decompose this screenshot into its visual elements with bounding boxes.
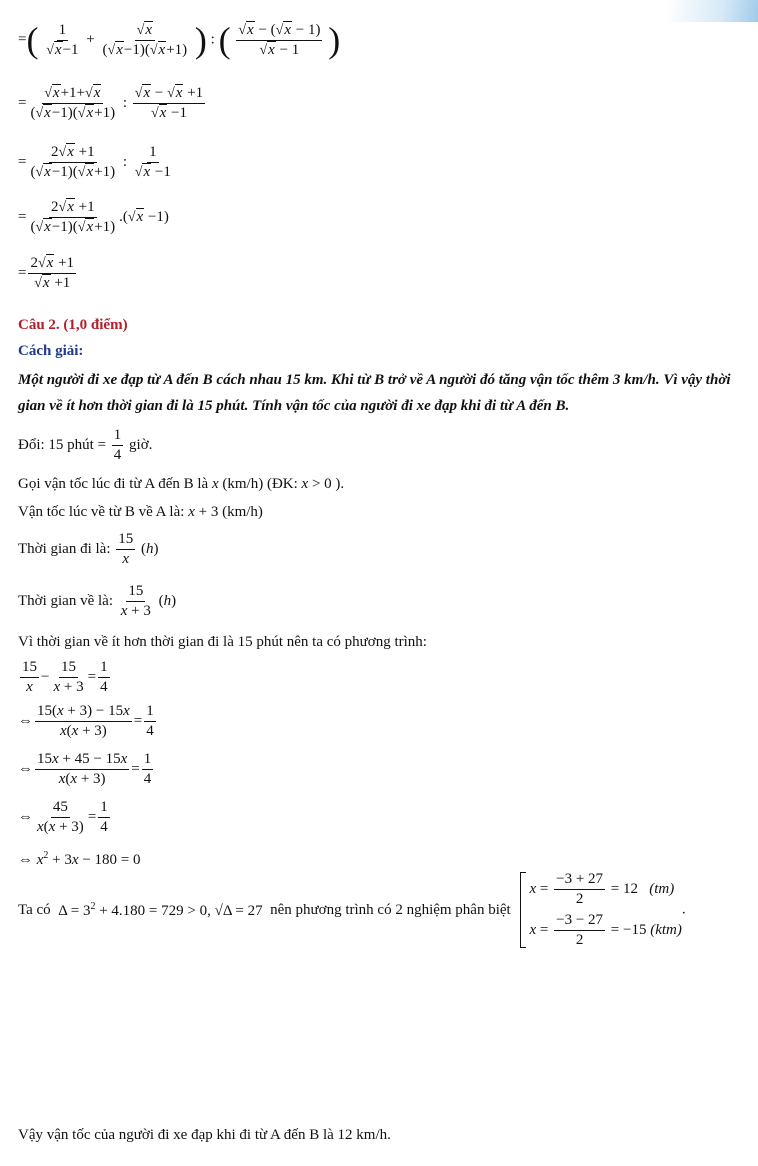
solution-system: x = $\frac{-3 + 27}{2}$ = 12 (tm) x = $\frac{-3 - 27}{2}$ = −15 (ktm) (520, 872, 681, 948)
discriminant-line: Ta có $\Delta = 3^2 + 4.180 = 729 > 0$, √Δ = 27 nên phương trình có 2 nghiệm phân biệt x = $\frac{-3 + 27}{2}$ = 12 (tm) x = $\frac{-3 - 27}{2}$ = −15 (ktm) . (18, 871, 686, 948)
conclusion-line: Vậy vận tốc của người đi xe đạp khi đi từ A đến B là 12 km/h. (18, 1127, 391, 1143)
method-label: Cách giải: (18, 343, 84, 359)
let-text: Gọi vận tốc lúc đi từ A đến B là (18, 476, 209, 492)
return-speed-line: Vận tốc lúc về từ B về A là: x + 3 (km/h) (18, 504, 263, 520)
nen-text: nên phương trình có 2 nghiệm phân biệt (270, 901, 511, 918)
expr-line-2: = √ $\frac{x+1+√ x}{(√ x-1)(√ x+1)}$ : √ x − √ x +1 √ x −1 (18, 86, 207, 121)
let-variable-line: Gọi vận tốc lúc đi từ A đến B là x (km/h) (ĐK: x > 0 ). (18, 476, 345, 492)
expr-line-1: =( 1 √ x−1 + √ $\frac{x}{(√ x-1)(√ x+1)}$ ) : ( √ x − (√ x − 1) √ x − 1 ) (18, 22, 340, 58)
eq-step-4: ⇔ $\frac{45}{x(x + 3)}$ = $\frac{1}{4}$ (18, 799, 108, 835)
reason-line: Vì thời gian về ít hơn thời gian đi là 15 phút nên ta có phương trình: (18, 634, 427, 650)
problem-statement: Một người đi xe đạp từ A đến B cách nhau 15 km. Khi từ B trở về A người đó tăng vận tốc thêm 3 km/h. Vì vậy thời gian về ít hơn thời gian đi là 15 phút. Tính vận tốc của người đi xe đạp khi đi từ A đến B. (18, 372, 731, 414)
return-time-text: Thời gian về là: (18, 592, 113, 609)
expr-line-3: = $\frac{2√ x +1}{(√ x-1)(√ x+1)}$ : 1 √ x −1 (18, 145, 175, 180)
ta-co-text: Ta có (18, 901, 51, 918)
go-time-line: Thời gian đi là: $\frac{15}{x}$ (h) (18, 531, 159, 567)
return-time-line: Thời gian về là: $\frac{15}{x + 3}$ (h) (18, 583, 177, 619)
eq-step-3: ⇔ $\frac{15x + 45 - 15x}{x(x + 3)}$ = $\frac{1}{4}$ (18, 751, 152, 787)
eq-step-2: ⇔ $\frac{15(x + 3) - 15x}{x(x + 3)}$ = $\frac{1}{4}$ (18, 703, 154, 739)
tm-label: (tm) (649, 880, 675, 897)
corner-decoration (668, 0, 758, 22)
eq-step-1: $\frac{15}{x}$ − $\frac{15}{x + 3}$ = $\frac{1}{4}$ (22, 659, 108, 695)
conversion-line: Đổi: 15 phút = $\frac{1}{4}$ giờ. (18, 427, 153, 463)
conversion-text: Đổi: 15 phút = (18, 436, 107, 453)
go-time-text: Thời gian đi là: (18, 540, 111, 557)
expr-line-4: = $\frac{2√ x +1}{(√ x-1)(√ x+1)}$ .(√ x −1) (18, 200, 169, 235)
question-heading: Câu 2. (1,0 điểm) (18, 317, 128, 333)
let-unit: (km/h) (ĐK: (222, 476, 298, 492)
let-end: ). (335, 476, 345, 492)
ktm-label: (ktm) (650, 921, 682, 938)
hour-text: giờ. (129, 436, 153, 453)
return-speed-text: Vận tốc lúc về từ B về A là: (18, 504, 185, 520)
expr-line-5: = 2√ x +1 √ x +1 (18, 256, 78, 291)
eq-step-5: ⇔ $x^2 + 3x - 180 = 0$ (18, 850, 141, 868)
return-speed-unit: (km/h) (222, 504, 263, 520)
